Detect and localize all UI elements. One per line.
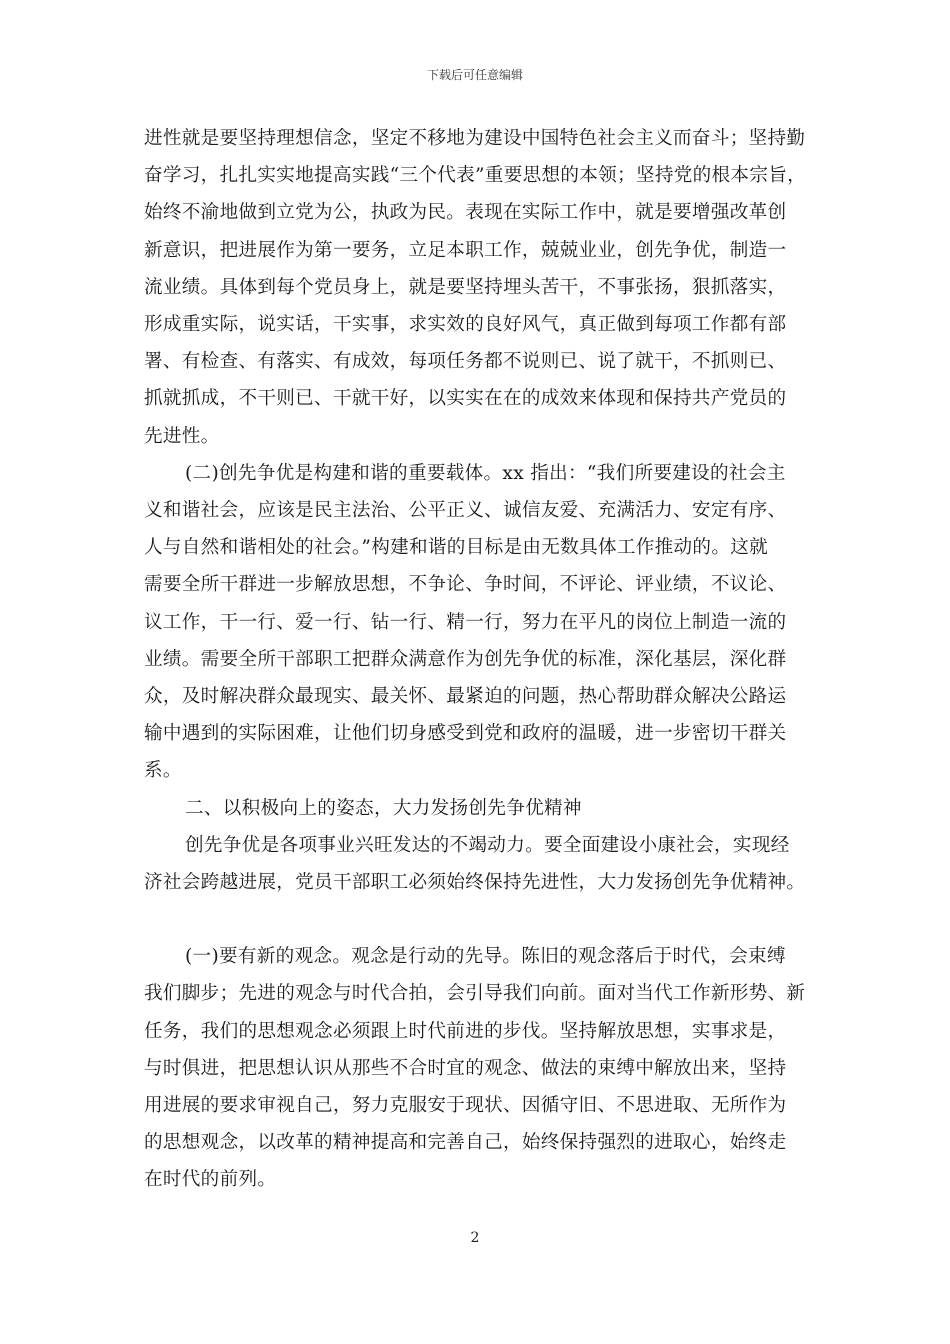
section-heading: 二、以积极向上的姿态，大力发扬创先争优精神: [185, 797, 582, 819]
paragraph-section-2: (二)创先争优是构建和谐的重要载体。xx 指出：“我们所要建设的社会主 义和谐社会，应该是民主法治、公平正义、诚信友爱、充满活力、安定有序、 人与自然和谐相处的社会。”构建和谐的目标是由无数具体工作推动的。这就 需要全所干群进一步解放思想，不争论、争时间，不评论、评业绩，不议论、 议工作，干一行、爱一行、钻一行、精一行，努力在平凡的岗位上制造一流的 业绩。需要全所干部职工把群众满意作为创先争优的标准，深化基层，深化群 众，及时解决群众最现实、最关怀、最紧迫的问题，热心帮助群众解决公路运 输中遇到的实际困难，让他们切身感受到党和政府的温暖，进一步密切干群关 系。: [144, 462, 787, 782]
page-header-note: 下载后可任意编辑: [426, 68, 523, 82]
paragraph-spacer: [144, 901, 816, 938]
page-number: 2: [470, 1230, 480, 1246]
paragraph-continuation: 进性就是要坚持理想信念，坚定不移地为建设中国特色社会主义而奋斗；坚持勤 奋学习，扎扎实实地提高实践“三个代表”重要思想的本领；坚持党的根本宗旨， 始终不渝地做到立党为公，执政为民。表现在实际工作中，就是要增强改革创 新意识，把进展作为第一要务，立足本职工作，兢兢业业，创先争优，制造一 流业绩。具体到每个党员身上，就是要坚持埋头苦干，不事张扬，狠抓落实， 形成重实际，说实话，干实事，求实效的良好风气，真正做到每项工作都有部 署、有检查、有落实、有成效，每项任务都不说则已、说了就干，不抓则已、 抓就抓成，不干则已、干就干好，以实实在在的成效来体现和保持共产党员的 先进性。: [144, 128, 806, 447]
paragraph-subsection-1: (一)要有新的观念。观念是行动的先导。陈旧的观念落后于时代，会束缚 我们脚步；先进的观念与时代合拍，会引导我们向前。面对当代工作新形势、新 任务，我们的思想观念必须跟上时代前进的步伐。坚持解放思想，实事求是， 与时俱进，把思想认识从那些不合时宜的观念、做法的束缚中解放出来，坚持 用进展的要求审视自己，努力克服安于现状、因循守旧、不思进取、无所作为 的思想观念，以改革的精神提高和完善自己，始终保持强烈的进取心，始终走 在时代的前列。: [144, 946, 806, 1191]
document-body: [144, 120, 816, 1199]
paragraph-intro: 创先争优是各项事业兴旺发达的不竭动力。要全面建设小康社会，实现经 济社会跨越进展，党员干部职工必须始终保持先进性，大力发扬创先争优精神。: [144, 834, 806, 894]
